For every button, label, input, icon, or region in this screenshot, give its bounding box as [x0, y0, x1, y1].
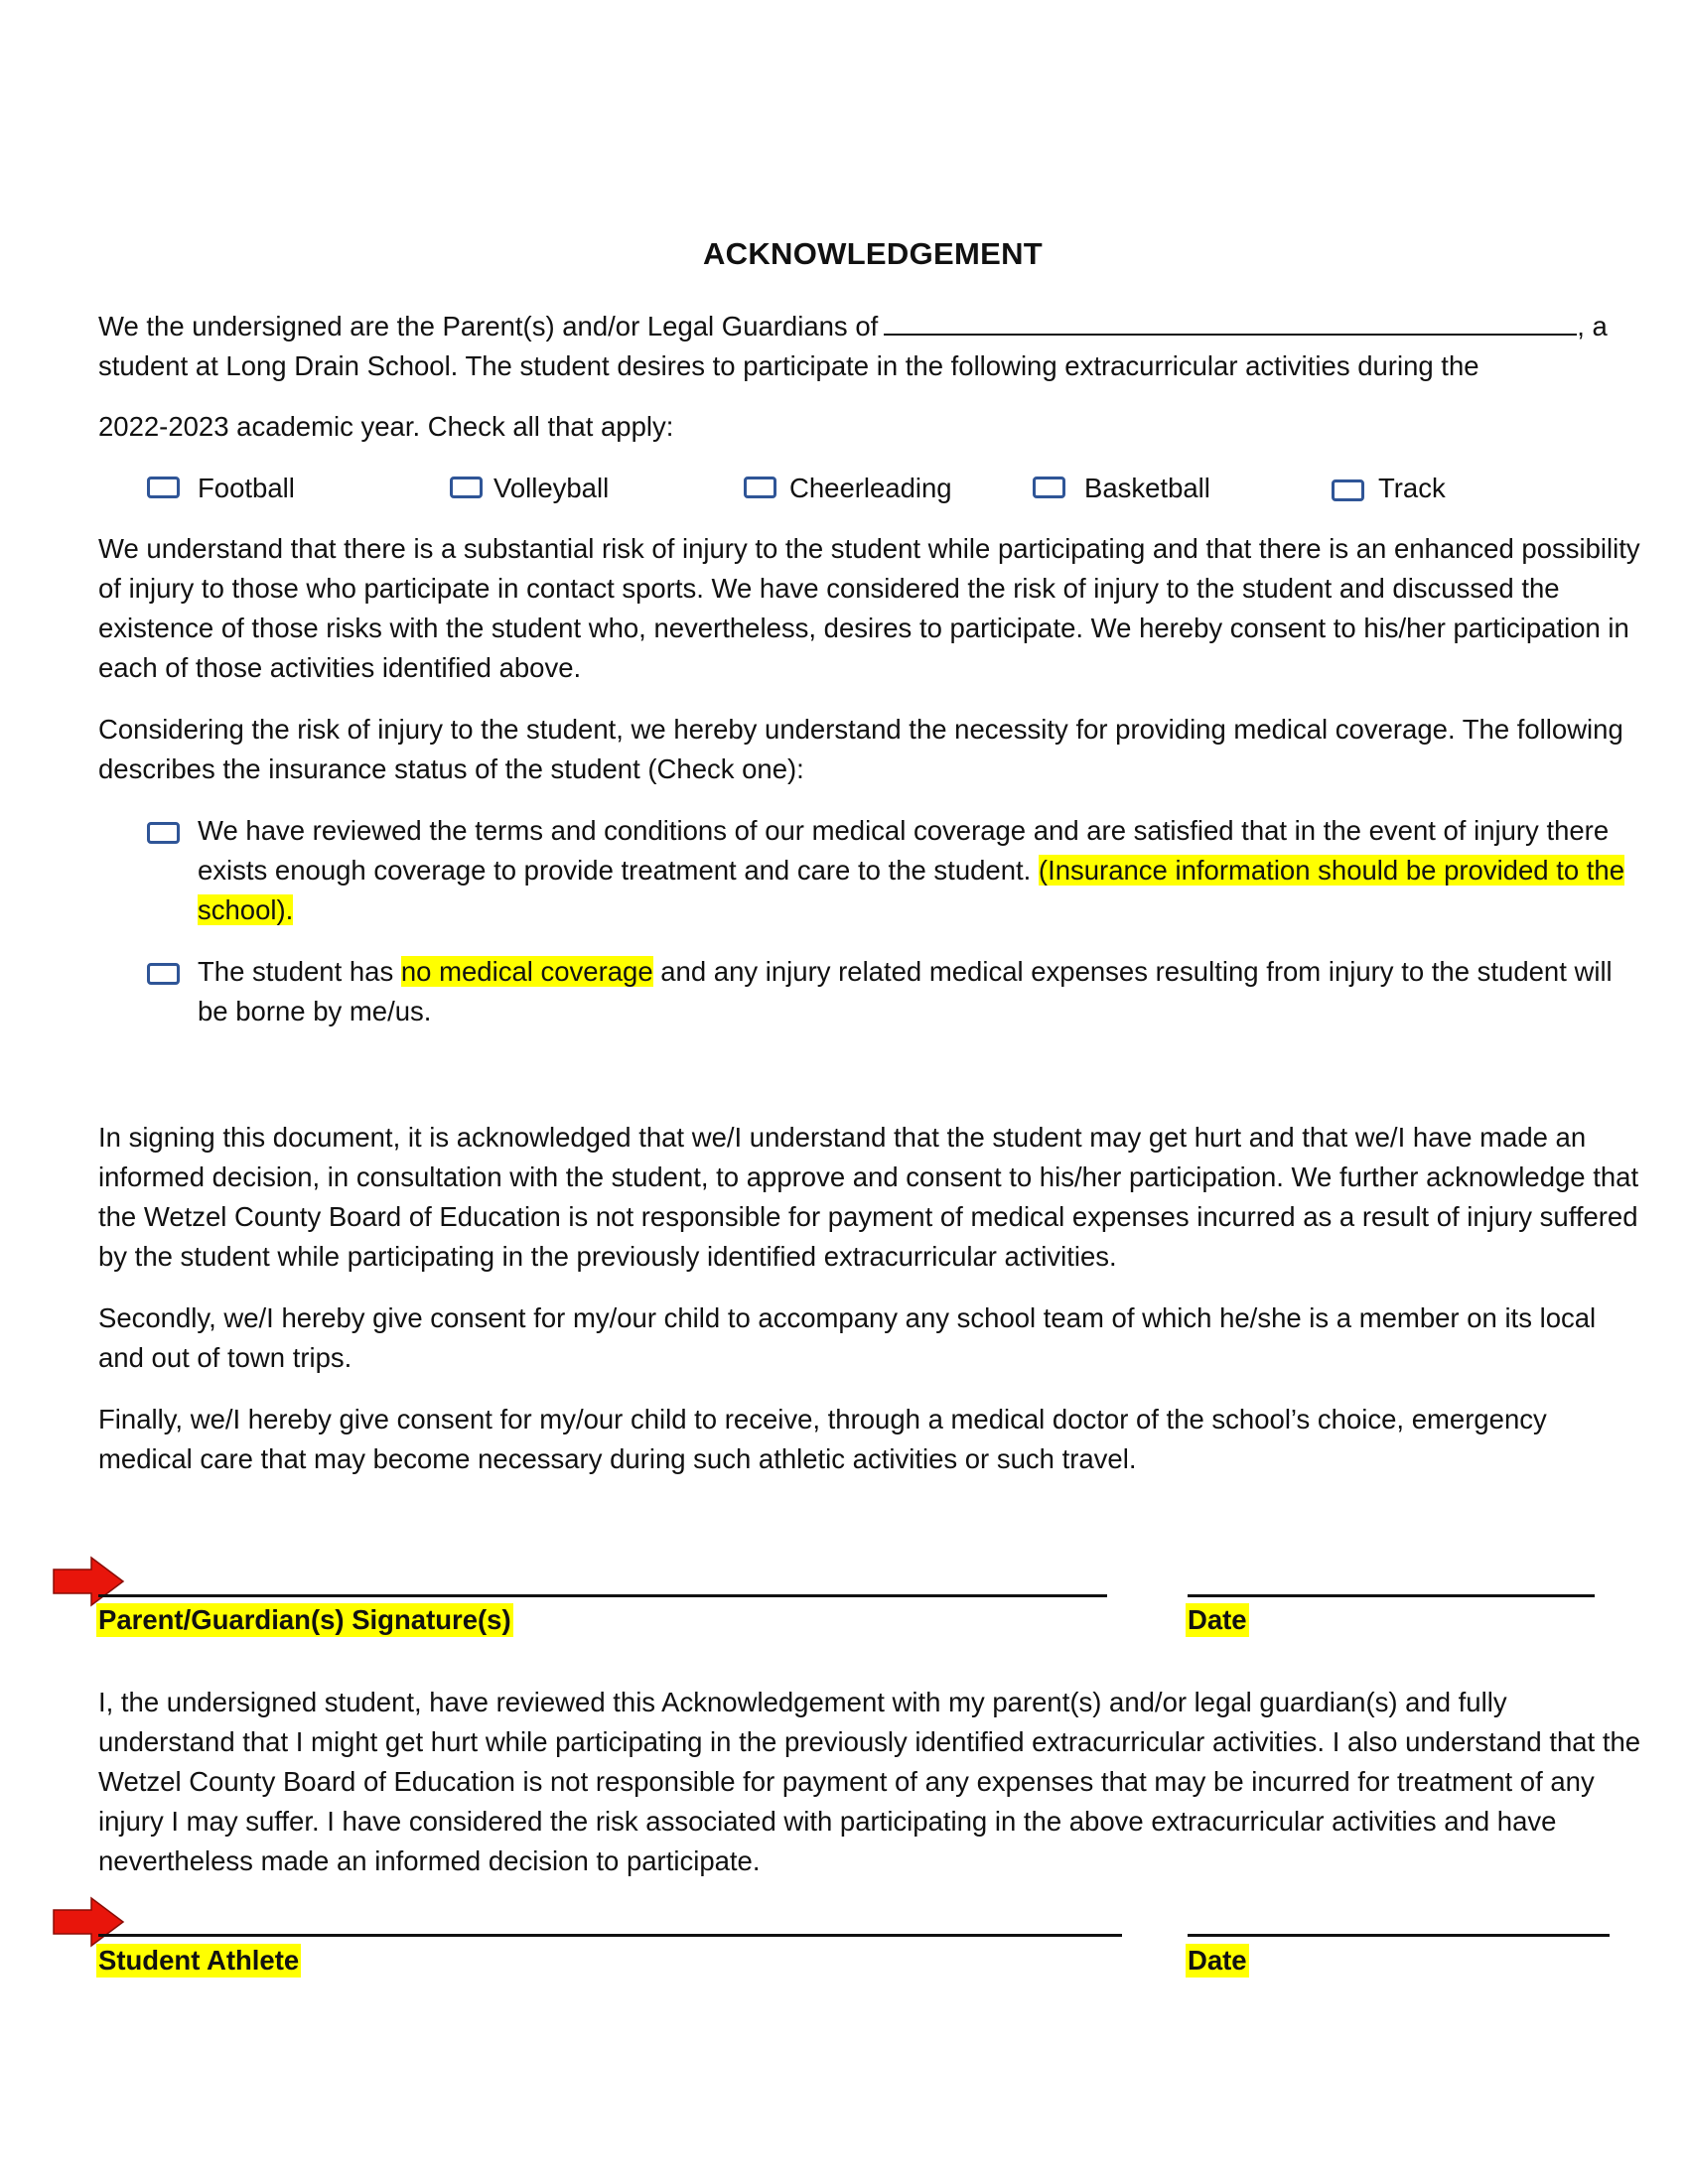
student-paragraph: I, the undersigned student, have reviewed this Acknowledgement with my parent(s) and/or legal guardian(s) and fully understand that I might get hurt while participating in the previously identified extracurricular activities. I also understand that the Wetzel County Board of Education is not responsible for payment of any expenses that may be incurred for treatment of any injury I may suffer. I have considered the risk associated with participating in the above extracurricular activities and have nevertheless made an informed decision to participate. — [98, 1687, 1641, 1876]
travel-paragraph: Secondly, we/I hereby give consent for my/our child to accompany any school team of which he/she is a member on its local and out of town trips. — [98, 1302, 1597, 1373]
no-coverage-before: The student has — [198, 956, 401, 987]
student-signature-line[interactable] — [98, 1934, 1122, 1937]
sign-here-arrow-icon — [52, 1896, 125, 1948]
volleyball-checkbox[interactable] — [450, 477, 483, 498]
cheerleading-label: Cheerleading — [789, 473, 952, 503]
student-signature-label: Student Athlete — [98, 1945, 300, 1976]
cheerleading-checkbox[interactable] — [744, 477, 776, 498]
medical-paragraph: Finally, we/I hereby give consent for my/our child to receive, through a medical doctor of the school’s choice, emergency medical care that may become necessary during such athletic activities or such travel. — [98, 1404, 1547, 1474]
sign-here-arrow-icon — [52, 1556, 125, 1607]
intro-line-1 — [98, 307, 1647, 346]
intro-line-3: 2022-2023 academic year. Check all that apply: — [98, 411, 674, 442]
parent-signature-line[interactable] — [98, 1594, 1107, 1597]
student-date-line[interactable] — [1188, 1934, 1610, 1937]
no-coverage-option — [198, 952, 1647, 1031]
parent-date-label: Date — [1188, 1604, 1247, 1635]
has-coverage-option — [198, 811, 1647, 930]
track-checkbox[interactable] — [1332, 479, 1364, 501]
student-date-label: Date — [1188, 1945, 1247, 1976]
no-coverage-after: and any injury related medical expenses resulting from injury to the student will be borne by me/us. — [198, 956, 1613, 1026]
parent-signature-label: Parent/Guardian(s) Signature(s) — [98, 1604, 511, 1635]
basketball-label: Basketball — [1084, 473, 1210, 503]
no-coverage-checkbox[interactable] — [147, 963, 180, 985]
football-checkbox[interactable] — [147, 477, 180, 498]
intro-text-suffix: , a — [1577, 311, 1608, 341]
risk-paragraph: We understand that there is a substantial risk of injury to the student while participating and that there is an enhanced possibility of injury to those who participate in contact sports. We have considered the risk of injury to the student and discussed the existence of those risks with the student who, nevertheless, desires to participate. We hereby consent to his/her participation in each of those activities identified above. — [98, 533, 1640, 683]
track-label: Track — [1378, 473, 1446, 503]
intro-text: We the undersigned are the Parent(s) and/or Legal Guardians of — [98, 311, 879, 341]
parent-date-line[interactable] — [1188, 1594, 1595, 1597]
has-coverage-checkbox[interactable] — [147, 822, 180, 844]
coverage-paragraph: Considering the risk of injury to the student, we hereby understand the necessity for providing medical coverage. The following describes the insurance status of the student (Check one): — [98, 714, 1623, 784]
volleyball-label: Volleyball — [493, 473, 610, 503]
has-coverage-text: We have reviewed the terms and conditions of our medical coverage and are satisfied that in the event of injury there exists enough coverage to provide treatment and care to the student. — [198, 815, 1610, 886]
intro-line-2: student at Long Drain School. The student desires to participate in the following extracurricular activities during the — [98, 350, 1479, 381]
basketball-checkbox[interactable] — [1033, 477, 1065, 498]
student-name-blank[interactable] — [884, 333, 1577, 336]
no-coverage-highlight: no medical coverage — [400, 956, 653, 987]
football-label: Football — [198, 473, 295, 503]
signing-paragraph: In signing this document, it is acknowledged that we/I understand that the student may get hurt and that we/I have made an informed decision, in consultation with the student, to approve and consent to his/her participation. We further acknowledge that the Wetzel County Board of Education is not responsible for payment of medical expenses incurred as a result of injury suffered by the student while participating in the previously identified extracurricular activities. — [98, 1122, 1639, 1272]
document-title: ACKNOWLEDGEMENT — [702, 236, 1044, 271]
insurance-info-note: (Insurance information should be provided to the school). — [198, 855, 1625, 925]
